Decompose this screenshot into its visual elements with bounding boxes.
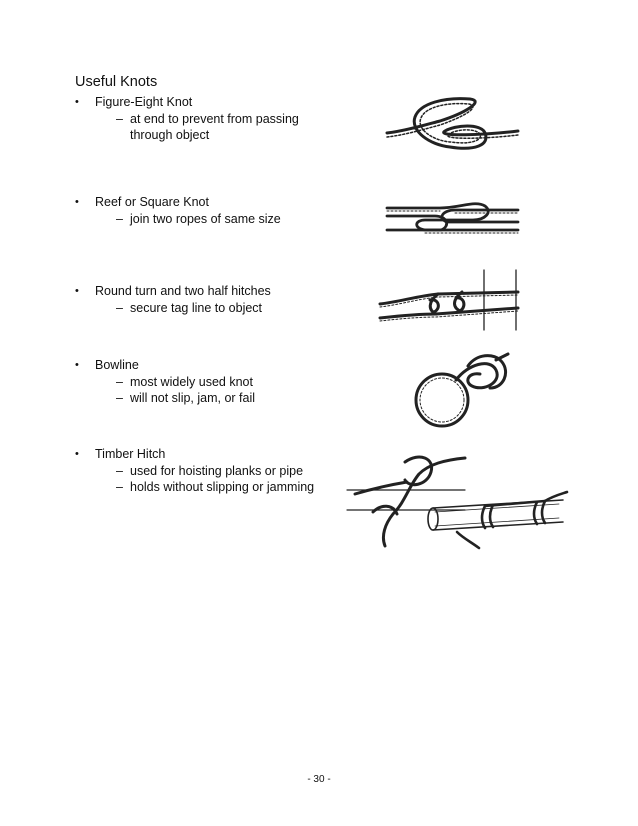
note-text: holds without slipping or jamming — [130, 480, 315, 494]
page-number: - 30 - — [307, 774, 331, 785]
note-text: join two ropes of same size — [130, 212, 281, 226]
page-title: Useful Knots — [75, 74, 158, 90]
dash: – — [116, 212, 123, 226]
bullet: • — [75, 96, 79, 108]
dash: – — [116, 301, 123, 315]
dash: – — [116, 464, 123, 478]
square-knot-icon — [385, 192, 520, 242]
round-turn-two-half-hitches-icon — [378, 268, 526, 332]
knot-name: Reef or Square Knot — [95, 195, 209, 209]
bullet: • — [75, 196, 79, 208]
note-text: will not slip, jam, or fail — [130, 391, 256, 405]
bowline-knot-icon — [406, 352, 518, 432]
note-text: at end to prevent from passing through object — [130, 112, 299, 142]
knot-name: Round turn and two half hitches — [95, 284, 271, 298]
knot-name: Figure-Eight Knot — [95, 95, 193, 109]
timber-hitch-icon — [345, 452, 570, 550]
dash: – — [116, 375, 123, 389]
knot-name: Bowline — [95, 358, 139, 372]
dash: – — [116, 480, 123, 494]
knot-name: Timber Hitch — [95, 447, 166, 461]
note-text: most widely used knot — [130, 375, 253, 389]
figure-eight-knot-icon — [385, 95, 520, 165]
note-text: secure tag line to object — [130, 301, 263, 315]
dash: – — [116, 112, 123, 126]
bullet: • — [75, 359, 79, 371]
dash: – — [116, 391, 123, 405]
bullet: • — [75, 448, 79, 460]
note-text: used for hoisting planks or pipe — [130, 464, 304, 478]
bullet: • — [75, 285, 79, 297]
